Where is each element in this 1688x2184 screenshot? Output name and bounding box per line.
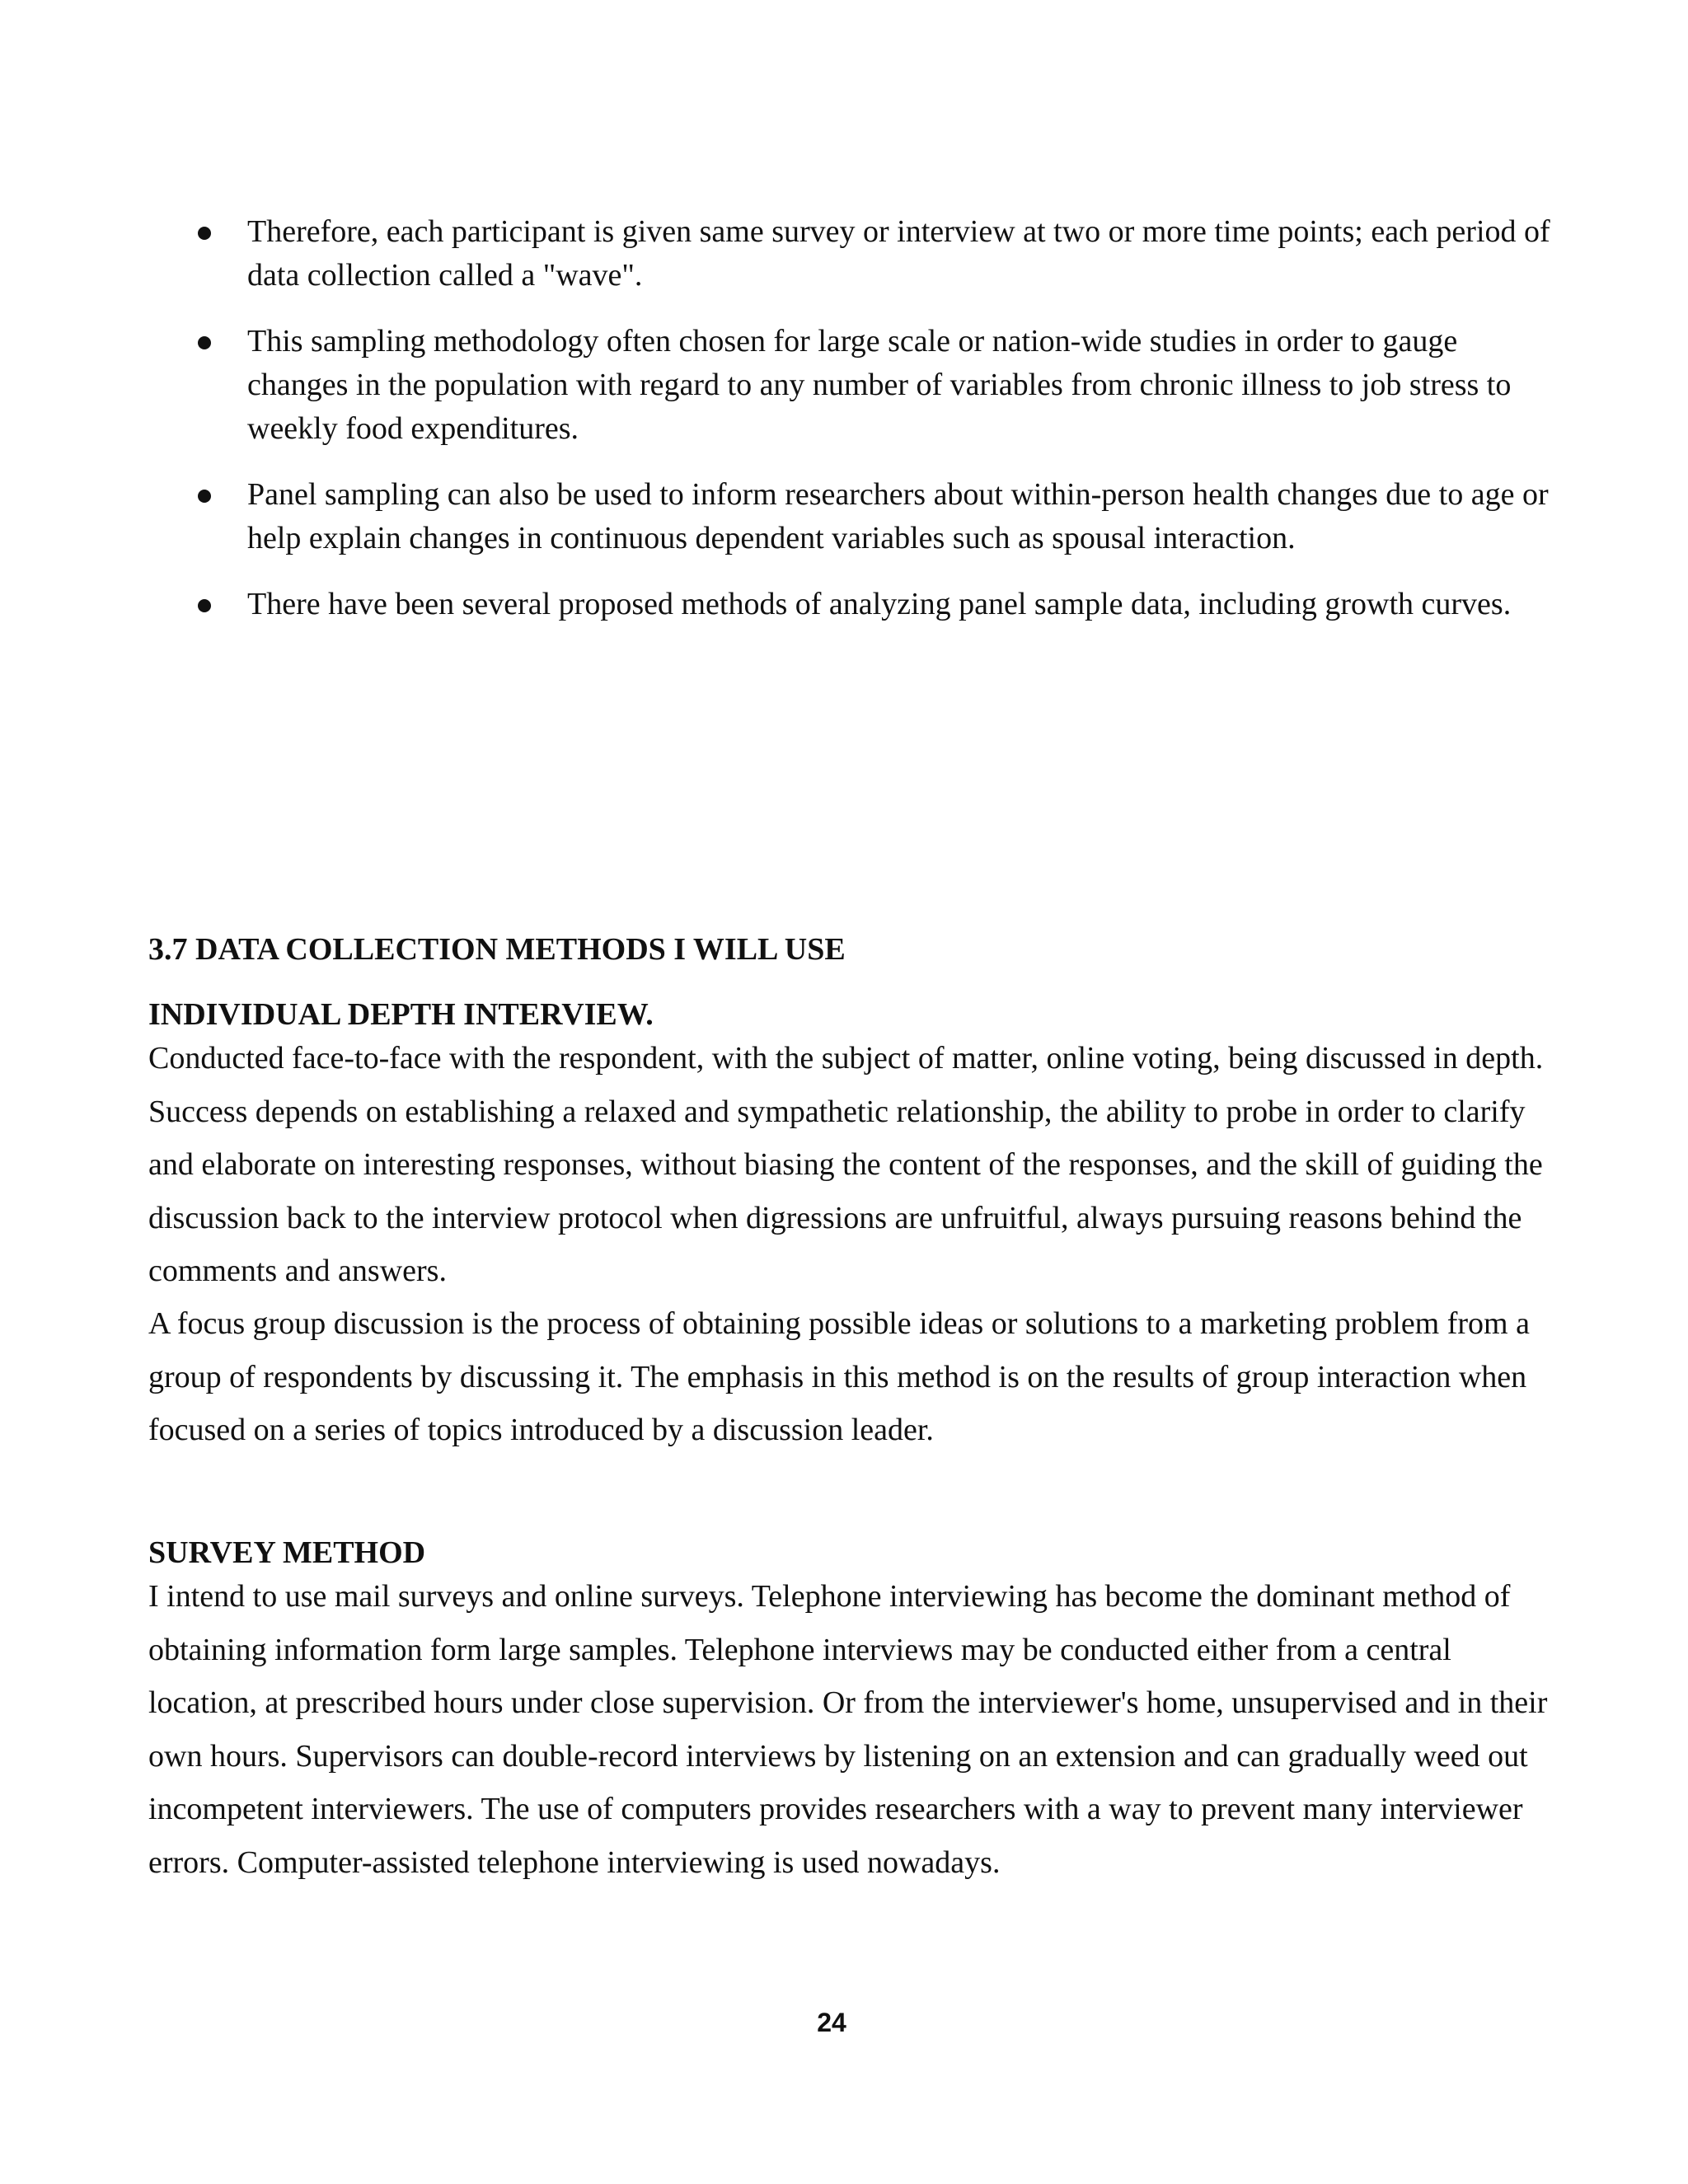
bullet-item [0, 210, 1688, 298]
bullet-text: Panel sampling can also be used to inform researchers about within-person health changes due to age or help explain changes in continuous dependent variables such as spousal interaction. [247, 477, 1549, 555]
bullet-text: Therefore, each participant is given same survey or interview at two or more time points; each period of data collection called a "wave". [247, 214, 1550, 293]
interview-paragraph: Conducted face-to-face with the respondent, with the subject of matter, online voting, being discussed in depth. Success depends on establishing a relaxed and sympathetic relationship, the ability to probe in order to clarify and elaborate on interesting responses, without biasing the content of the responses, and the skill of guiding the discussion back to the interview protocol when digressions are unfruitful, always pursuing reasons behind the comments and answers. [148, 1041, 1544, 1288]
survey-paragraph: I intend to use mail surveys and online surveys. Telephone interviewing has become the dominant method of obtaining information form large samples. Telephone interviews may be conducted either from a central location, at prescribed hours under close supervision. Or from the interviewer's home, unsupervised and in their own hours. Supervisors can double-record interviews by listening on an extension and can gradually weed out incompetent interviewers. The use of computers provides researchers with a way to prevent many interviewer errors. Computer-assisted telephone interviewing is used nowadays. [148, 1579, 1548, 1880]
page-number: 24 [817, 2008, 846, 2037]
bullet-item [0, 473, 1688, 560]
bullet-dot-icon [198, 336, 211, 349]
interview-heading: INDIVIDUAL DEPTH INTERVIEW. [148, 997, 654, 1032]
bullet-item [0, 583, 1688, 626]
survey-heading: SURVEY METHOD [148, 1535, 426, 1570]
section-heading: 3.7 DATA COLLECTION METHODS I WILL USE [148, 932, 846, 967]
focus-group-paragraph: A focus group discussion is the process of obtaining possible ideas or solutions to a marketing problem from a group of respondents by discussing it. The emphasis in this method is on the results of group interaction when focused on a series of topics introduced by a discussion leader. [148, 1306, 1530, 1447]
bullet-dot-icon [198, 227, 211, 240]
bullet-dot-icon [198, 599, 211, 612]
bullet-dot-icon [198, 490, 211, 503]
bullet-text: This sampling methodology often chosen for large scale or nation-wide studies in order to gauge changes in the population with regard to any number of variables from chronic illness to job stress to weekly food expenditures. [247, 324, 1512, 446]
bullet-item [0, 320, 1688, 451]
bullet-text: There have been several proposed methods of analyzing panel sample data, including growth curves. [247, 587, 1512, 621]
bullet-list [0, 210, 1688, 649]
